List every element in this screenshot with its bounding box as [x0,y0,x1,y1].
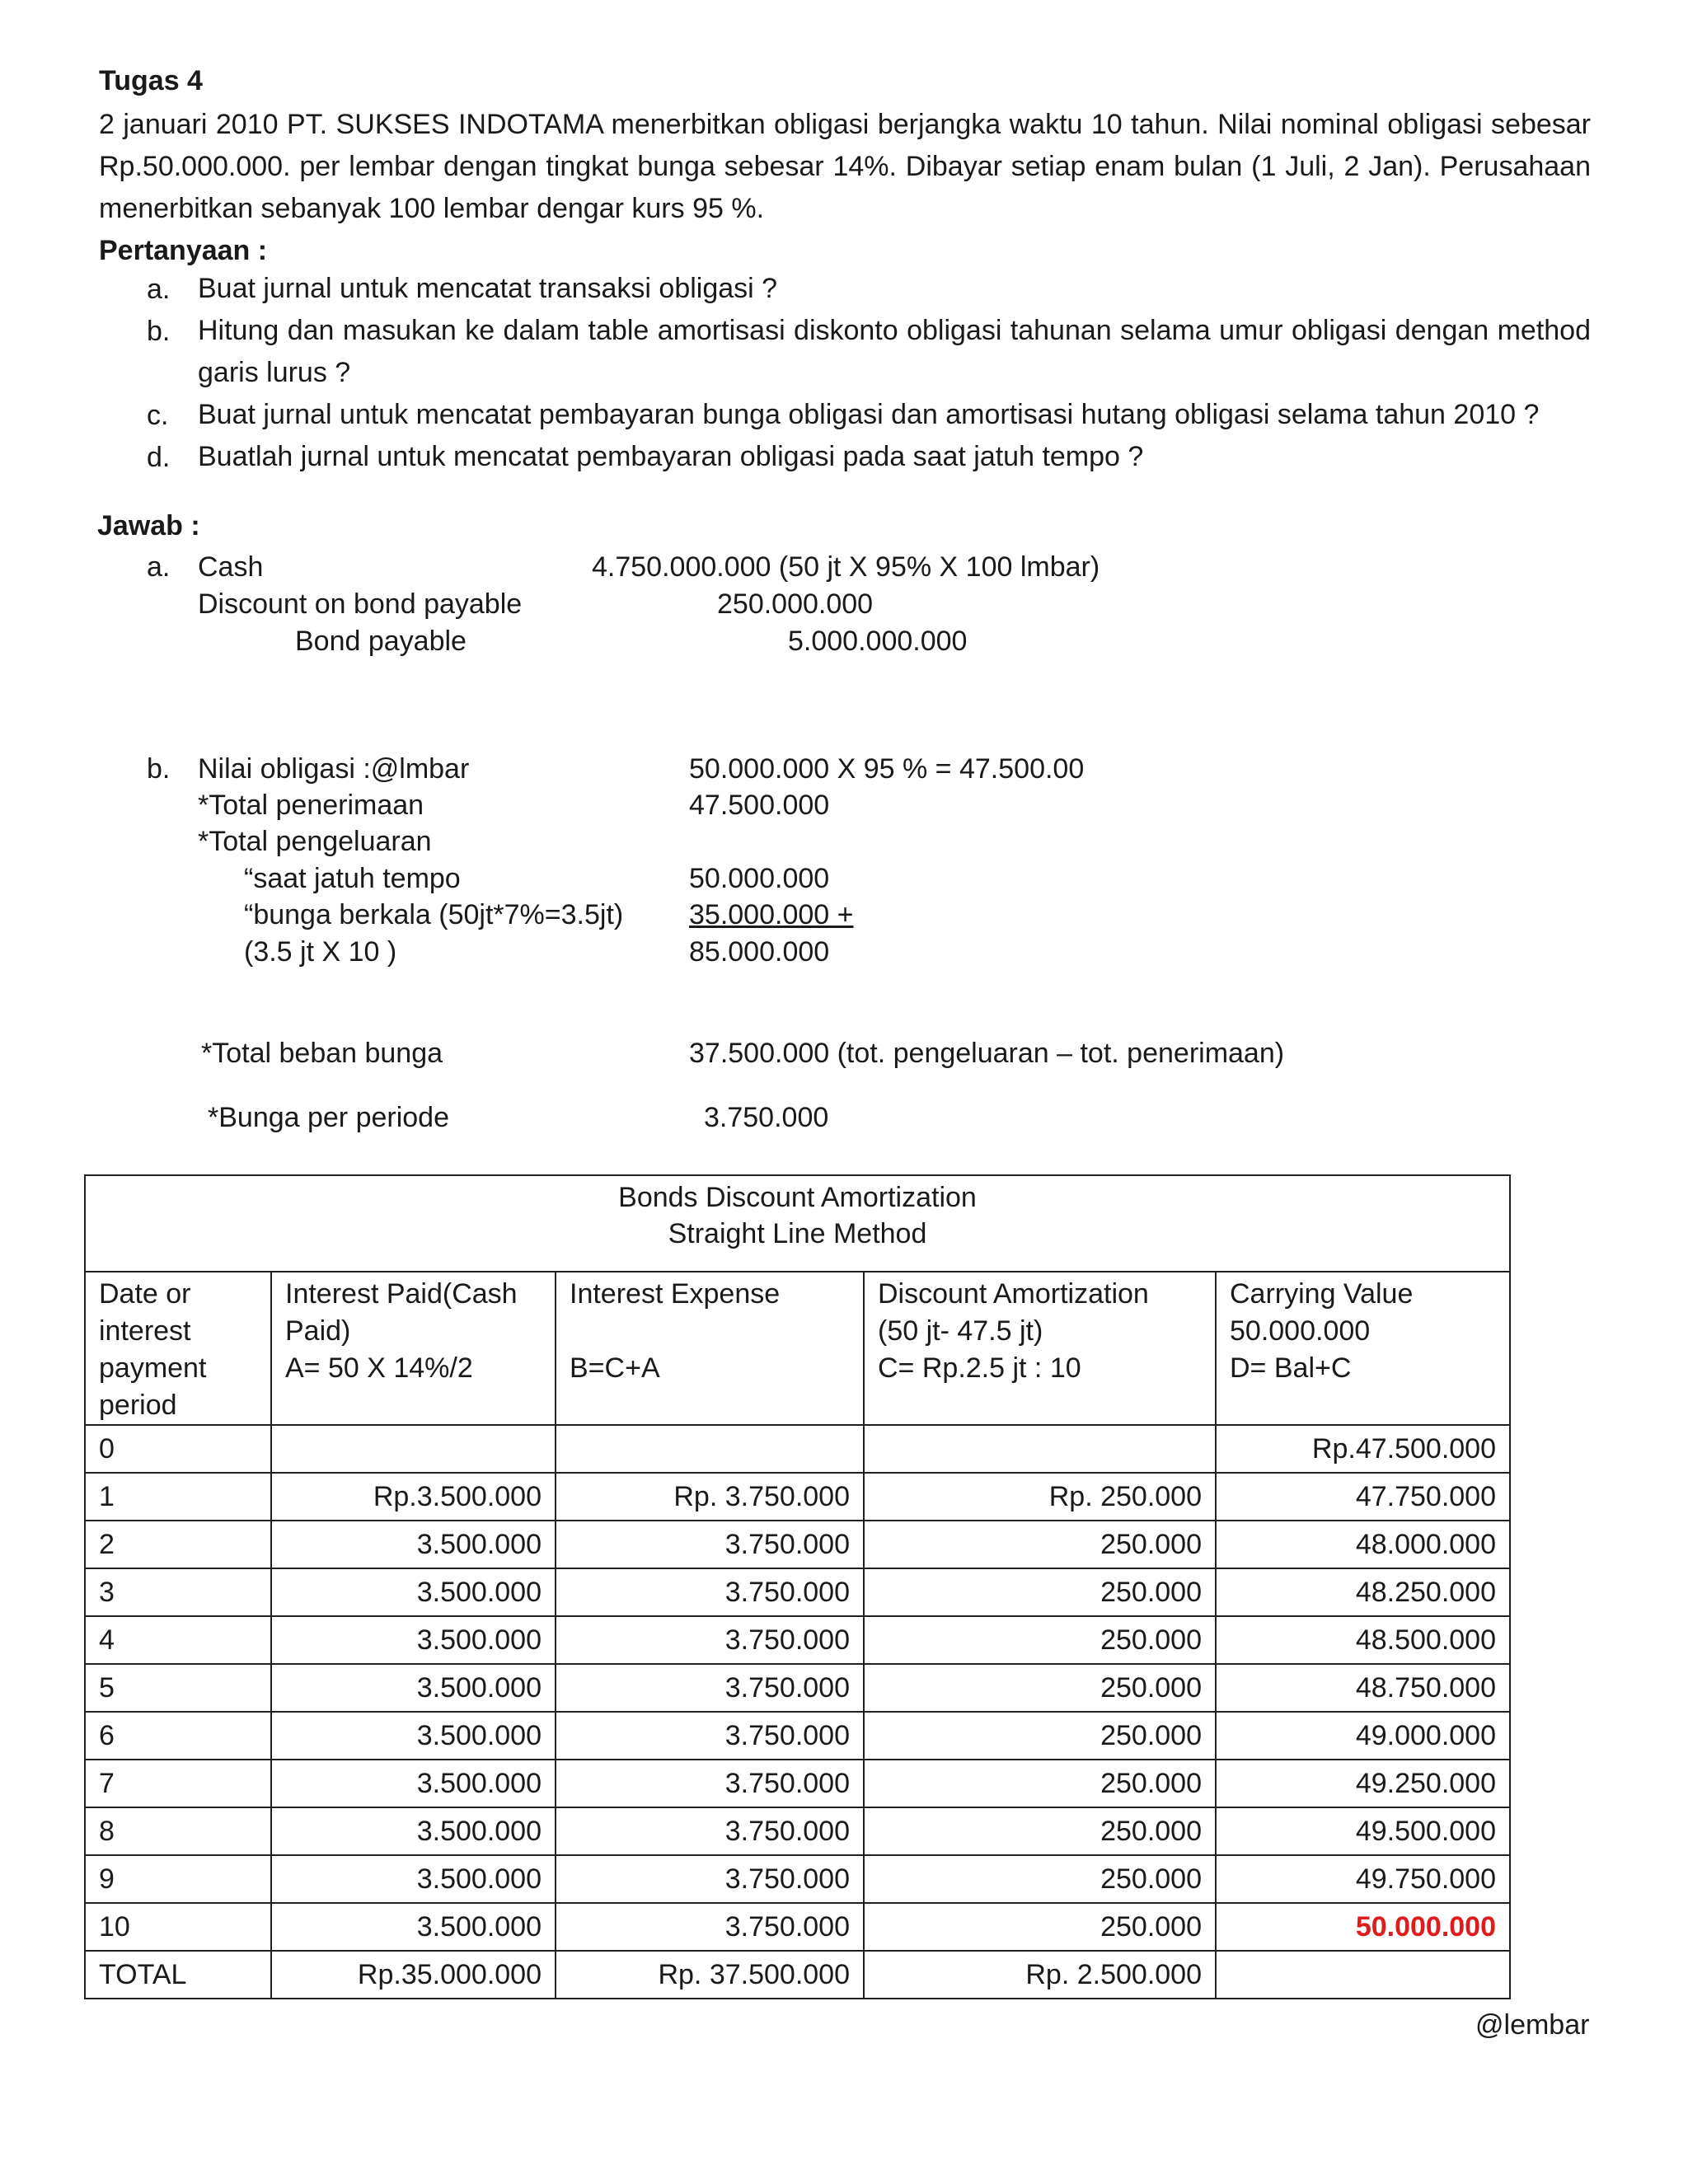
amount-cell: Rp. 3.750.000 [556,1473,864,1521]
journal-credit-bond-label: Bond payable [295,626,467,657]
table-title-row [85,1175,1510,1272]
amount-cell: 3.750.000 [556,1807,864,1855]
amount-cell: 250.000 [864,1903,1216,1951]
amount-cell [1216,1951,1510,1999]
question-marker: c. [147,400,169,431]
amount-cell: 3.750.000 [556,1521,864,1568]
amount-cell [556,1425,864,1473]
period-cell: 2 [85,1521,271,1568]
amount-cell: Rp.3.500.000 [271,1473,556,1521]
column-header: Interest Expense B=C+A [556,1272,864,1425]
amount-cell: 250.000 [864,1616,1216,1664]
amount-cell: 3.500.000 [271,1712,556,1760]
amount-cell: 250.000 [864,1521,1216,1568]
amount-cell: 3.500.000 [271,1807,556,1855]
answer-b-marker: b. [147,753,171,785]
amount-cell: 48.500.000 [1216,1616,1510,1664]
calc-value: 50.000.000 X 95 % = 47.500.00 [689,753,1085,785]
calc-value: 3.750.000 [704,1102,829,1133]
amount-cell: 3.750.000 [556,1903,864,1951]
calc-label: Nilai obligasi :@lmbar [198,753,470,785]
table-row [85,1855,1510,1903]
table-row [85,1712,1510,1760]
table-row [85,1807,1510,1855]
amount-cell: 250.000 [864,1712,1216,1760]
table-row [85,1473,1510,1521]
calc-label: “bunga berkala (50jt*7%=3.5jt) [244,899,624,930]
table-title-line: Bonds Discount Amortization [618,1182,977,1213]
amount-cell [271,1425,556,1473]
amount-cell: 250.000 [864,1855,1216,1903]
journal-debit-cash-label: Cash [198,551,264,583]
amount-cell: Rp. 37.500.000 [556,1951,864,1999]
amount-cell: 3.500.000 [271,1760,556,1807]
journal-debit-discount-value: 250.000.000 [717,588,874,620]
amount-cell: 250.000 [864,1568,1216,1616]
calc-value: 50.000.000 [689,863,830,894]
question-text: Buat jurnal untuk mencatat transaksi obligasi ? [198,273,778,304]
amount-cell: 3.500.000 [271,1616,556,1664]
amount-cell: 48.250.000 [1216,1568,1510,1616]
amount-cell: 3.750.000 [556,1855,864,1903]
period-cell: TOTAL [85,1951,271,1999]
period-cell: 8 [85,1807,271,1855]
amount-cell: Rp. 2.500.000 [864,1951,1216,1999]
period-cell: 4 [85,1616,271,1664]
question-text: Buatlah jurnal untuk mencatat pembayaran obligasi pada saat jatuh tempo ? [198,441,1144,472]
journal-debit-cash-value: 4.750.000.000 (50 jt X 95% X 100 lmbar) [592,551,1100,583]
amount-cell: 3.750.000 [556,1664,864,1712]
amount-cell: 3.500.000 [271,1855,556,1903]
amount-cell [864,1425,1216,1473]
question-marker: a. [147,274,171,305]
amount-cell: 49.000.000 [1216,1712,1510,1760]
document-title: Tugas 4 [99,65,203,96]
table-row [85,1951,1510,1999]
amount-cell: 3.750.000 [556,1616,864,1664]
column-header: Carrying Value 50.000.000 D= Bal+C [1216,1272,1510,1425]
calc-label: “saat jatuh tempo [244,863,461,894]
table-row [85,1760,1510,1807]
answer-heading: Jawab : [97,510,200,541]
amount-cell: Rp.35.000.000 [271,1951,556,1999]
amount-cell: 48.750.000 [1216,1664,1510,1712]
amount-cell: 3.500.000 [271,1903,556,1951]
amount-cell: 3.750.000 [556,1760,864,1807]
table-header-row [85,1272,1510,1425]
table-row [85,1425,1510,1473]
problem-statement: 2 januari 2010 PT. SUKSES INDOTAMA menerbitkan obligasi berjangka waktu 10 tahun. Nilai nominal obligasi sebesar Rp.50.000.000. per lembar dengan tingkat bunga sebesar 14%. Dibayar setiap enam bulan (1 Juli, 2 Jan). Perusahaan menerbitkan sebanyak 100 lembar dengar kurs 95 %. [99,109,1591,224]
period-cell: 3 [85,1568,271,1616]
amount-cell: 3.750.000 [556,1568,864,1616]
amount-cell: 3.750.000 [556,1712,864,1760]
amount-cell: 3.500.000 [271,1568,556,1616]
period-cell: 5 [85,1664,271,1712]
calc-value: 47.500.000 [689,790,830,821]
journal-credit-bond-value: 5.000.000.000 [788,626,968,657]
table-subtitle-line: Straight Line Method [668,1218,927,1249]
period-cell: 6 [85,1712,271,1760]
period-cell: 0 [85,1425,271,1473]
question-text: Hitung dan masukan ke dalam table amortisasi diskonto obligasi tahunan selama umur obligasi dengan method garis lurus ? [198,315,1591,388]
amount-cell: 48.000.000 [1216,1521,1510,1568]
amount-cell: 47.750.000 [1216,1473,1510,1521]
calc-value: 85.000.000 [689,936,830,968]
table-row [85,1664,1510,1712]
amount-cell: 250.000 [864,1664,1216,1712]
table-row [85,1616,1510,1664]
period-cell: 7 [85,1760,271,1807]
calc-label: *Total penerimaan [198,790,424,821]
calc-label: *Total beban bunga [201,1038,443,1069]
period-cell: 9 [85,1855,271,1903]
amount-cell: Rp. 250.000 [864,1473,1216,1521]
calc-label: *Bunga per periode [208,1102,450,1133]
question-marker: b. [147,316,171,347]
calc-value: 35.000.000 + [689,899,854,930]
footer-credit: @lembar [1475,2009,1590,2041]
period-cell: 1 [85,1473,271,1521]
amount-cell: 49.500.000 [1216,1807,1510,1855]
table-row [85,1903,1510,1951]
amount-cell: Rp.47.500.000 [1216,1425,1510,1473]
table-row [85,1521,1510,1568]
question-text: Buat jurnal untuk mencatat pembayaran bunga obligasi dan amortisasi hutang obligasi selama tahun 2010 ? [198,399,1540,430]
questions-heading: Pertanyaan : [99,235,268,266]
question-marker: d. [147,442,171,473]
amount-cell: 3.500.000 [271,1664,556,1712]
amount-cell: 3.500.000 [271,1521,556,1568]
calc-label: (3.5 jt X 10 ) [244,936,397,968]
column-header: Interest Paid(Cash Paid) A= 50 X 14%/2 [271,1272,556,1425]
table-row [85,1568,1510,1616]
amount-cell: 250.000 [864,1807,1216,1855]
period-cell: 10 [85,1903,271,1951]
column-header: Discount Amortization (50 jt- 47.5 jt) C= Rp.2.5 jt : 10 [864,1272,1216,1425]
amount-cell: 250.000 [864,1760,1216,1807]
calc-label: *Total pengeluaran [198,826,432,857]
amortization-table [84,1174,1511,1999]
calc-value: 37.500.000 (tot. pengeluaran – tot. penerimaan) [689,1038,1285,1069]
column-header: Date or interest payment period [85,1272,271,1425]
table-title [85,1175,1510,1272]
answer-a-marker: a. [147,551,171,583]
amount-cell: 50.000.000 [1216,1903,1510,1951]
amount-cell: 49.750.000 [1216,1855,1510,1903]
journal-debit-discount-label: Discount on bond payable [198,588,523,620]
amount-cell: 49.250.000 [1216,1760,1510,1807]
